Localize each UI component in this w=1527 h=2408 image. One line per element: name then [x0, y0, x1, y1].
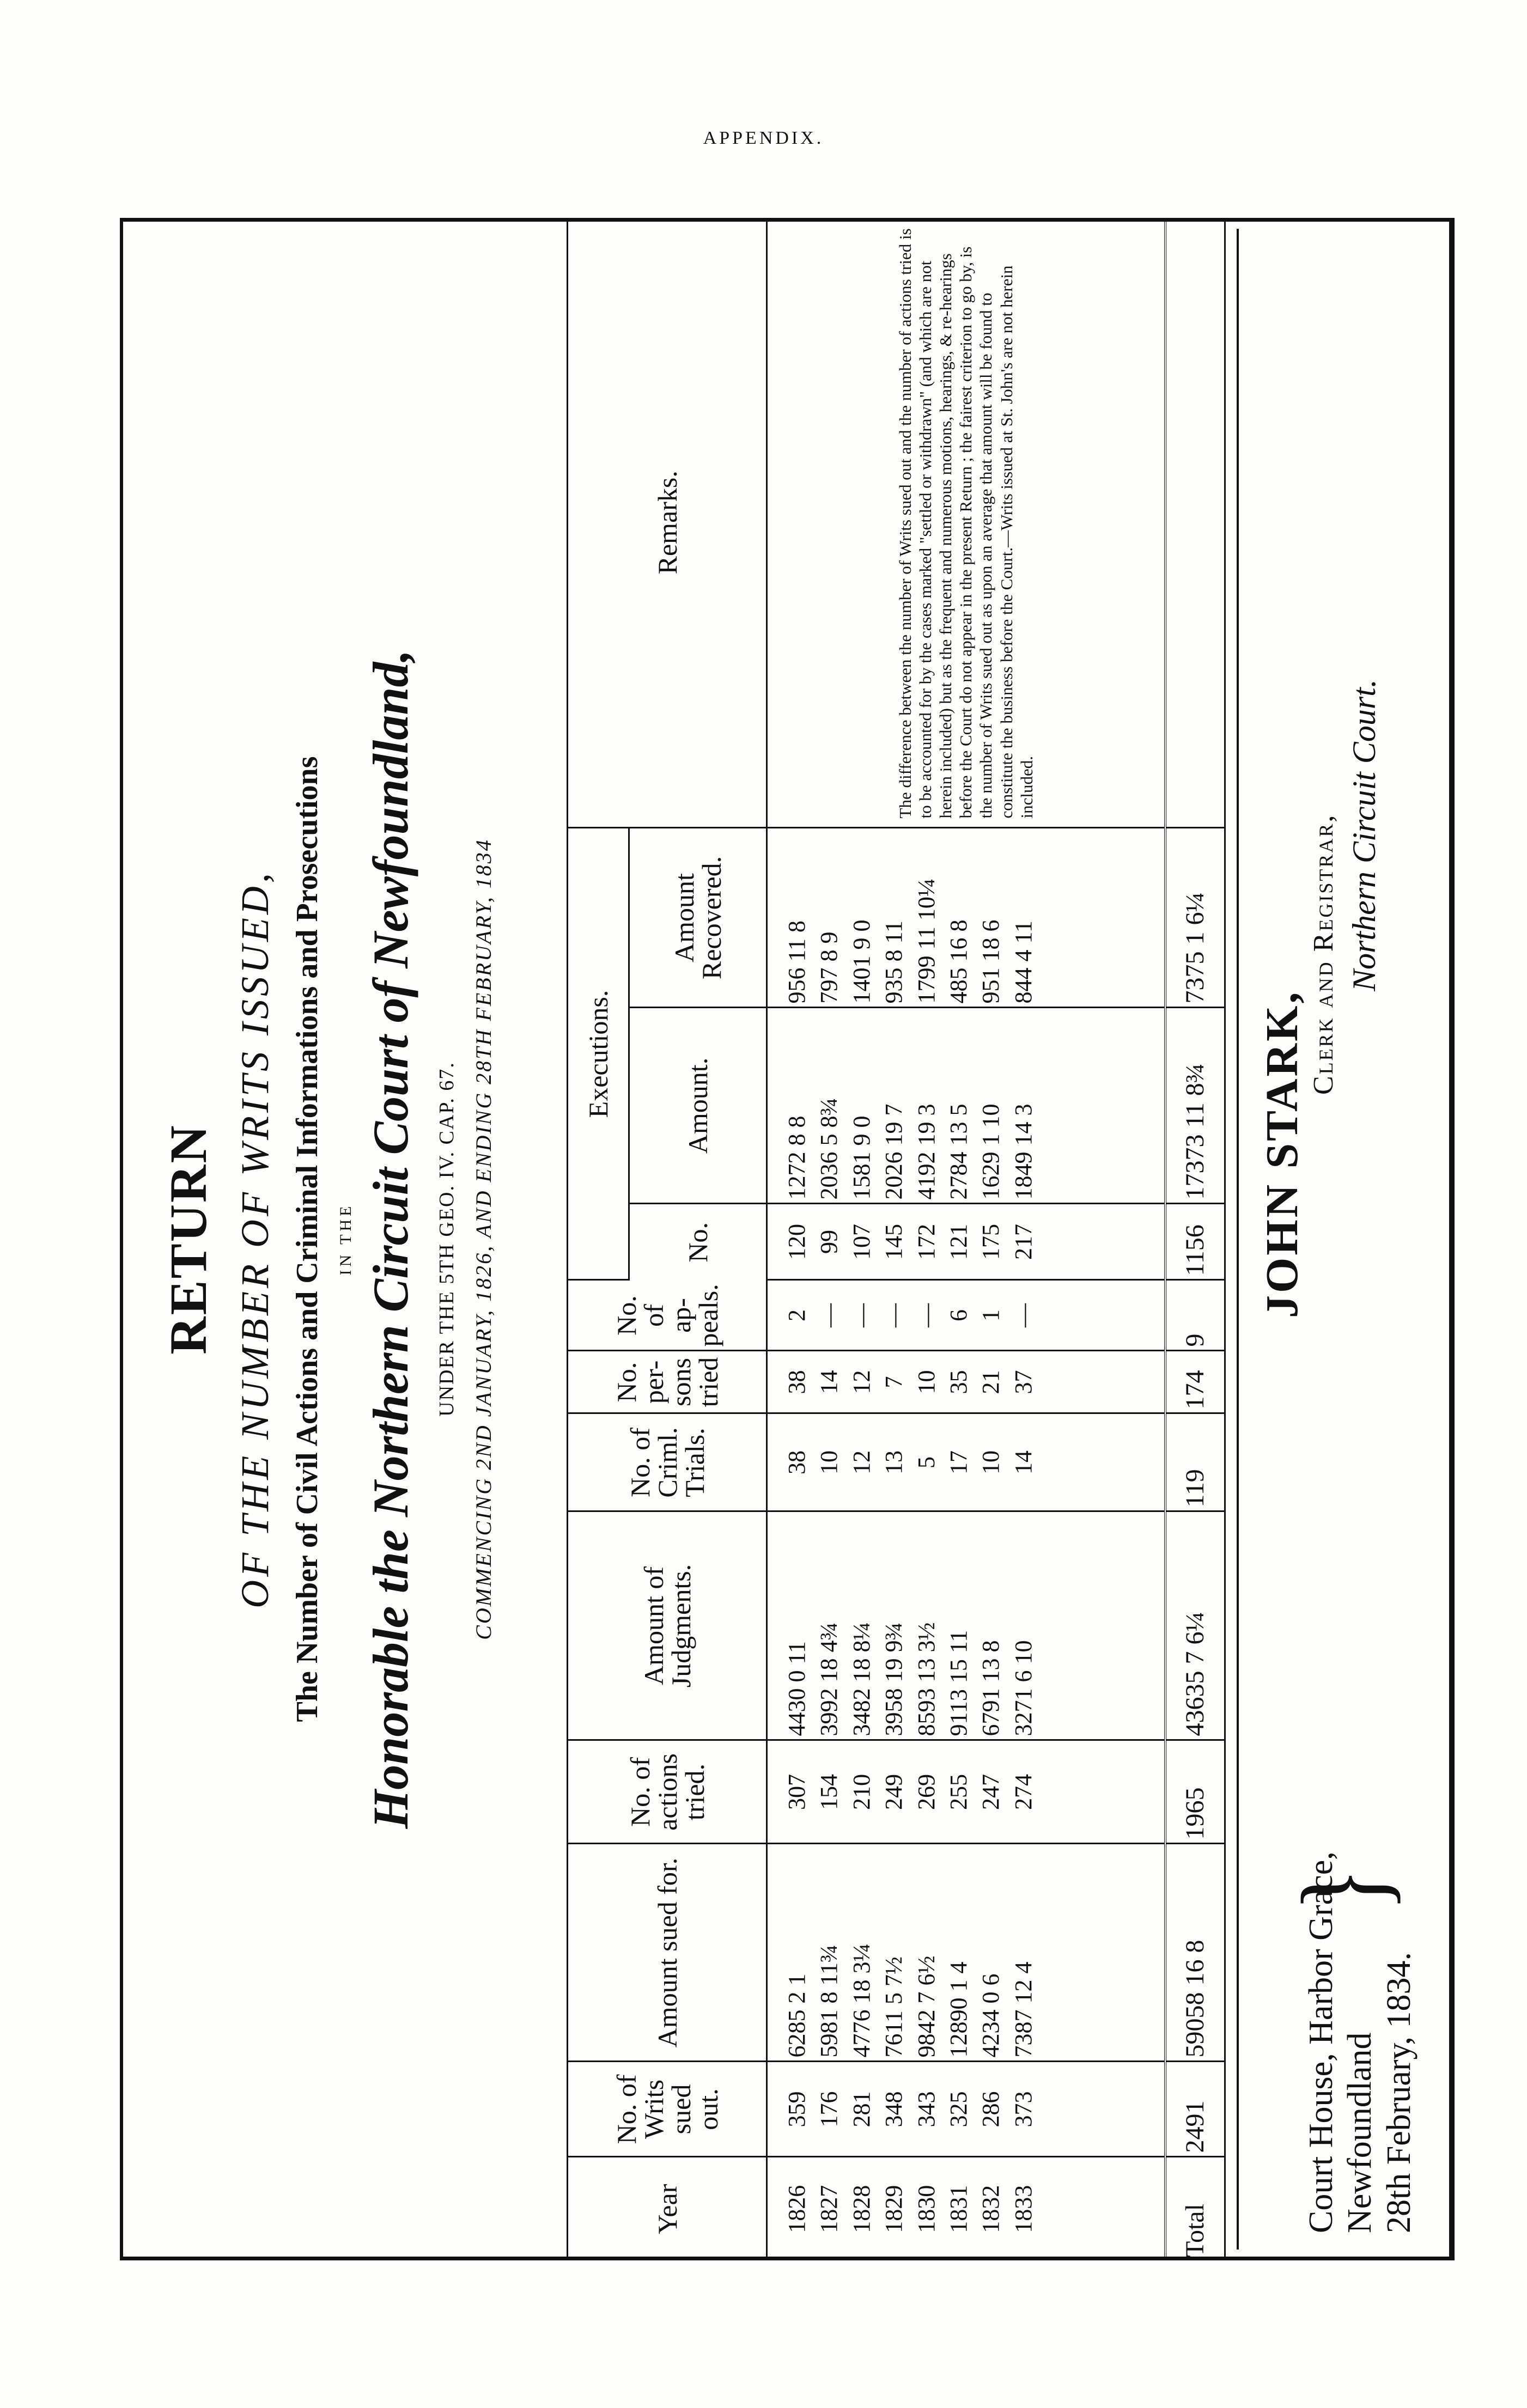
table-cell: 1401 9 0 — [848, 919, 875, 1004]
header-amount-sued: Amount sued for. — [568, 1844, 767, 2062]
table-cell: — — [912, 1303, 940, 1327]
table-cell: 10 — [977, 1450, 1005, 1474]
total-remarks-blank — [1165, 218, 1225, 828]
table-cell: 325 — [945, 2091, 972, 2127]
table-cell: 6791 13 8 — [977, 1640, 1005, 1736]
col-writs — [781, 2066, 1039, 2153]
title-period: COMMENCING 2ND JANUARY, 1826, AND ENDING 28TH FEBRUARY, 1834 — [471, 838, 496, 1640]
table-cell: 951 18 6 — [977, 919, 1005, 1004]
total-criml-trials: 119 — [1165, 1413, 1225, 1511]
table-cell: 35 — [945, 1370, 972, 1394]
table-cell: 6 — [945, 1309, 972, 1321]
table-cell: 3482 18 8¼ — [848, 1622, 875, 1736]
signatory-court: Northern Circuit Court. — [1346, 679, 1382, 991]
place-line-1: Court House, Harbor Grace, — [1303, 1851, 1340, 2233]
table-cell: 4192 19 3 — [912, 1104, 940, 1200]
table-cell: 1826 — [783, 2185, 810, 2233]
total-amount-recovered: 7375 1 6¼ — [1165, 828, 1225, 1008]
title-main: RETURN — [159, 1124, 217, 1355]
table-cell: 1831 — [945, 2185, 972, 2233]
header-executions: Executions. — [568, 828, 629, 1280]
table-cell: 12 — [848, 1370, 875, 1394]
place-line-2: Newfoundland — [1341, 2032, 1379, 2233]
table-cell: 3958 19 9¾ — [880, 1622, 908, 1736]
col-judgments — [781, 1516, 1039, 1736]
table-cell: 1629 1 10 — [977, 1104, 1005, 1200]
table-cell: 1272 8 8 — [783, 1115, 810, 1200]
header-judgments: Amount of Judgments. — [568, 1511, 767, 1740]
table-cell: 120 — [783, 1224, 810, 1260]
table-cell: 107 — [848, 1224, 875, 1260]
table-cell: 210 — [848, 1774, 875, 1810]
table-cell: 4776 18 3¼ — [848, 1943, 875, 2058]
table-cell: 17 — [945, 1450, 972, 1474]
table-cell: 6285 2 1 — [783, 1973, 810, 2058]
table-cell: 4430 0 11 — [783, 1641, 810, 1736]
table-cell: 7387 12 4 — [1009, 1961, 1037, 2058]
table-cell: 249 — [880, 1774, 908, 1810]
title-block — [158, 218, 496, 2260]
table-cell: 145 — [880, 1224, 908, 1260]
header-actions-tried: No. of actions tried. — [568, 1740, 767, 1844]
header-exec-amount: Amount. — [629, 1008, 767, 1204]
table-cell: 274 — [1009, 1774, 1037, 1810]
total-actions-tried: 1965 — [1165, 1740, 1225, 1844]
table-cell: 3271 6 10 — [1009, 1640, 1037, 1736]
table-cell: 1832 — [977, 2185, 1005, 2233]
table-cell: 3992 18 4¾ — [816, 1622, 843, 1736]
table-cell: 172 — [912, 1224, 940, 1260]
header-amount-recovered: Amount Recovered. — [629, 828, 767, 1008]
table-cell: 99 — [816, 1230, 843, 1254]
total-exec-no: 1156 — [1165, 1204, 1225, 1280]
title-statute: UNDER THE 5TH GEO. IV. CAP. 67. — [435, 1062, 458, 1417]
table-cell: 10 — [816, 1450, 843, 1474]
table-cell: — — [880, 1303, 908, 1327]
table-cell: 1828 — [848, 2185, 875, 2233]
header-criml-trials: No. of Criml. Trials. — [568, 1413, 767, 1511]
table-cell: 1 — [977, 1309, 1005, 1321]
table-cell: 38 — [783, 1450, 810, 1474]
table-cell: 485 16 8 — [945, 919, 972, 1004]
total-appeals: 9 — [1165, 1280, 1225, 1351]
col-amount-recovered — [781, 832, 1039, 1003]
table-cell: 307 — [783, 1774, 810, 1810]
table-cell: 281 — [848, 2091, 875, 2127]
table-cell: 359 — [783, 2091, 810, 2127]
table-cell: 2026 19 7 — [880, 1104, 908, 1200]
col-exec-amount — [781, 1012, 1039, 1200]
table-cell: 176 — [816, 2091, 843, 2127]
table-cell: 14 — [1009, 1450, 1037, 1474]
col-year — [781, 2161, 1039, 2258]
brace-glyph: } — [1277, 1867, 1411, 1912]
table-cell: 10 — [912, 1370, 940, 1394]
col-exec-no — [781, 1208, 1039, 1276]
col-criml-trials — [781, 1418, 1039, 1508]
table-cell: 797 8 9 — [816, 931, 843, 1004]
total-judgments: 43635 7 6¼ — [1165, 1511, 1225, 1740]
signatory-name: JOHN STARK, — [1257, 990, 1307, 1318]
table-cell: 247 — [977, 1774, 1005, 1810]
header-exec-no: No. — [629, 1204, 767, 1280]
table-cell: 175 — [977, 1224, 1005, 1260]
return-table — [567, 218, 1226, 2260]
table-cell: 1827 — [816, 2185, 843, 2233]
table-cell: 2036 5 8¾ — [816, 1098, 843, 1200]
table-cell: 1829 — [880, 2185, 908, 2233]
table-cell: 348 — [880, 2091, 908, 2127]
table-cell: 255 — [945, 1774, 972, 1810]
header-remarks: Remarks. — [568, 218, 767, 828]
title-in-the: IN THE — [337, 1203, 355, 1276]
table-cell: 12890 1 4 — [945, 1961, 972, 2058]
table-cell: 844 4 11 — [1009, 920, 1037, 1004]
table-cell: 14 — [816, 1370, 843, 1394]
table-cell: 1799 11 10¼ — [912, 879, 940, 1004]
total-persons-tried: 174 — [1165, 1351, 1225, 1413]
table-cell: — — [848, 1303, 875, 1327]
total-exec-amount: 17373 11 8¾ — [1165, 1008, 1225, 1204]
table-cell: 286 — [977, 2091, 1005, 2127]
place-line-3: 28th February, 1834. — [1380, 1952, 1418, 2233]
col-actions-tried — [781, 1745, 1039, 1840]
table-cell: 269 — [912, 1774, 940, 1810]
table-cell: 9842 7 6½ — [912, 1955, 940, 2058]
total-writs: 2491 — [1165, 2062, 1225, 2157]
table-cell: 4234 0 6 — [977, 1973, 1005, 2058]
remarks-text: The difference between the number of Writs sued out and the number of actions tried is to be accounted for by the cases marked "settled or withdrawn" (and which are not herein included) but as the frequent and numerous motions, hearings, & re-hearings before the Court do not appear in the present Return ; the fairest criterion to go by, is the number of Writs sued out as upon an average that amount will be found to constitute the business before the Court.—Writs issued at St. John's are not herein included. — [767, 218, 1165, 828]
table-cell: 121 — [945, 1224, 972, 1260]
header-persons-tried: No. per- sons tried — [568, 1351, 767, 1413]
total-label: Total — [1165, 2157, 1225, 2260]
table-cell: — — [1009, 1303, 1037, 1327]
table-cell: 21 — [977, 1370, 1005, 1394]
col-appeals — [781, 1284, 1039, 1347]
table-cell: 1849 14 3 — [1009, 1104, 1037, 1200]
running-head: APPENDIX. — [703, 128, 824, 148]
table-cell: 154 — [816, 1774, 843, 1810]
header-appeals: No. of ap- peals. — [568, 1280, 767, 1351]
title-court-name: Honorable the Northern Circuit Court of Newfoundland, — [363, 649, 418, 1829]
signatory-role: Clerk and Registrar, — [1308, 813, 1339, 1095]
header-year: Year — [568, 2157, 767, 2260]
col-amount-sued — [781, 1848, 1039, 2058]
table-cell: 1833 — [1009, 2185, 1037, 2233]
table-cell: 38 — [783, 1370, 810, 1394]
table-cell: 343 — [912, 2091, 940, 2127]
header-writs: No. of Writs sued out. — [568, 2062, 767, 2157]
table-cell: 5 — [912, 1456, 940, 1468]
signature-rule — [1237, 229, 1239, 2250]
title-description: The Number of Civil Actions and Criminal Informations and Prosecutions — [290, 756, 324, 1722]
title-subtitle: OF THE NUMBER OF WRITS ISSUED, — [233, 870, 277, 1608]
table-cell: 5981 8 11¾ — [816, 1944, 843, 2058]
table-cell: 217 — [1009, 1224, 1037, 1260]
table-cell: 1581 9 0 — [848, 1115, 875, 1200]
col-persons-tried — [781, 1355, 1039, 1410]
table-cell: 13 — [880, 1450, 908, 1474]
return-table-wrap — [567, 218, 1226, 2260]
table-cell: 7 — [880, 1376, 908, 1388]
table-cell: 956 11 8 — [783, 920, 810, 1004]
table-cell: 2784 13 5 — [945, 1104, 972, 1200]
table-cell: 37 — [1009, 1370, 1037, 1394]
table-cell: 2 — [783, 1309, 810, 1321]
total-amount-sued: 59058 16 8 — [1165, 1844, 1225, 2062]
table-cell: 8593 13 3½ — [912, 1622, 940, 1736]
table-cell: 1830 — [912, 2185, 940, 2233]
return-sheet — [120, 218, 1455, 2260]
table-cell: — — [816, 1303, 843, 1327]
table-cell: 373 — [1009, 2091, 1037, 2127]
table-cell: 935 8 11 — [880, 920, 908, 1004]
table-cell: 12 — [848, 1450, 875, 1474]
table-cell: 9113 15 11 — [945, 1630, 972, 1736]
table-cell: 7611 5 7½ — [880, 1956, 908, 2058]
